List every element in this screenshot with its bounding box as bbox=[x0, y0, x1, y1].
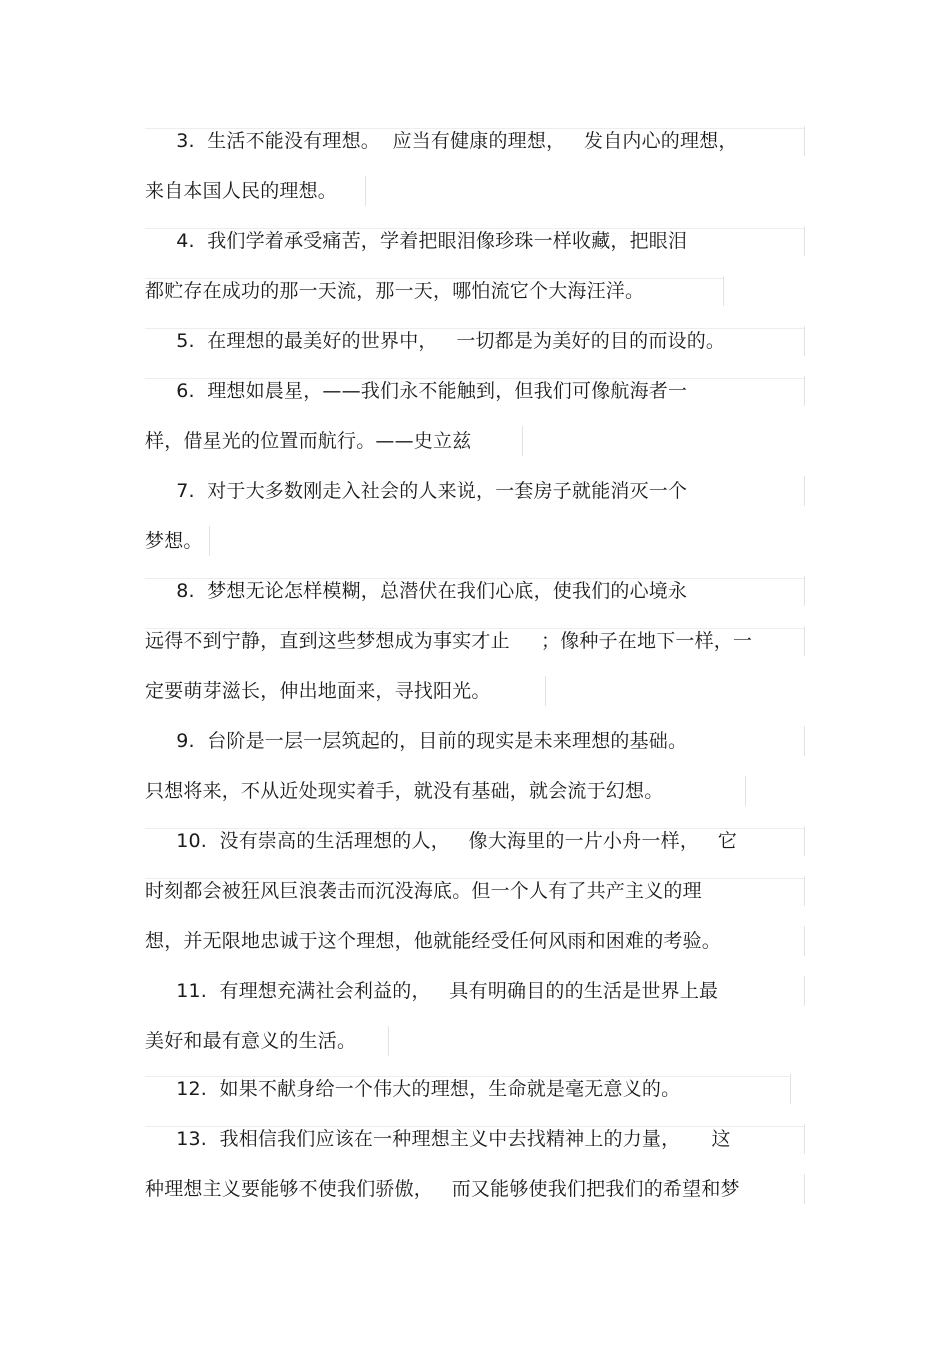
line-end-bar bbox=[804, 476, 805, 506]
text-line: 定要萌芽滋长，伸出地面来，寻找阳光。 bbox=[145, 680, 491, 702]
line-end-bar bbox=[804, 976, 805, 1006]
text-line: 6. 理想如晨星，——我们永不能触到，但我们可像航海者一 bbox=[145, 380, 688, 402]
line-end-bar bbox=[804, 226, 805, 256]
text-line: 11. 有理想充满社会利益的， 具有明确目的的生活是世界上最 bbox=[145, 980, 719, 1002]
line-end-bar bbox=[209, 526, 210, 556]
text-line: 12. 如果不献身给一个伟大的理想，生命就是毫无意义的。 bbox=[145, 1078, 681, 1100]
text-line: 10. 没有崇高的生活理想的人， 像大海里的一片小舟一样， 它 bbox=[145, 830, 737, 852]
text-line: 来自本国人民的理想。 bbox=[145, 180, 338, 202]
line-end-bar bbox=[804, 326, 805, 356]
line-end-bar bbox=[388, 1026, 389, 1056]
line-end-bar bbox=[804, 626, 805, 656]
text-line: 梦想。 bbox=[145, 530, 203, 552]
text-line: 8. 梦想无论怎样模糊，总潜伏在我们心底，使我们的心境永 bbox=[145, 580, 688, 602]
line-end-bar bbox=[745, 776, 746, 806]
line-end-bar bbox=[804, 926, 805, 956]
line-end-bar bbox=[804, 1124, 805, 1154]
text-line: 远得不到宁静，直到这些梦想成为事实才止 ；像种子在地下一样，一 bbox=[145, 630, 753, 652]
line-end-bar bbox=[723, 276, 724, 306]
text-line: 3. 生活不能没有理想。 应当有健康的理想， 发自内心的理想， bbox=[145, 130, 738, 152]
line-end-bar bbox=[804, 726, 805, 756]
line-end-bar bbox=[804, 576, 805, 606]
text-line: 时刻都会被狂风巨浪袭击而沉没海底。但一个人有了共产主义的理 bbox=[145, 880, 702, 902]
text-line: 美好和最有意义的生活。 bbox=[145, 1030, 357, 1052]
line-end-bar bbox=[522, 426, 523, 456]
text-line: 5. 在理想的最美好的世界中， 一切都是为美好的目的而设的。 bbox=[145, 330, 726, 352]
line-end-bar bbox=[545, 676, 546, 706]
line-end-bar bbox=[365, 176, 366, 206]
line-end-bar bbox=[804, 826, 805, 856]
text-line: 想，并无限地忠诚于这个理想，他就能经受任何风雨和困难的考验。 bbox=[145, 930, 722, 952]
text-line: 都贮存在成功的那一天流，那一天，哪怕流它个大海汪洋。 bbox=[145, 280, 645, 302]
line-end-bar bbox=[804, 1174, 805, 1204]
line-end-bar bbox=[804, 876, 805, 906]
text-line: 4. 我们学着承受痛苦，学着把眼泪像珍珠一样收藏，把眼泪 bbox=[145, 230, 688, 252]
text-line: 7. 对于大多数刚走入社会的人来说，一套房子就能消灭一个 bbox=[145, 480, 688, 502]
text-line: 种理想主义要能够不使我们骄傲， 而又能够使我们把我们的希望和梦 bbox=[145, 1178, 740, 1200]
line-end-bar bbox=[790, 1074, 791, 1104]
line-end-bar bbox=[804, 376, 805, 406]
text-line: 只想将来，不从近处现实着手，就没有基础，就会流于幻想。 bbox=[145, 780, 664, 802]
text-line: 样，借星光的位置而航行。——史立兹 bbox=[145, 430, 472, 452]
text-line: 9. 台阶是一层一层筑起的，目前的现实是未来理想的基础。 bbox=[145, 730, 688, 752]
line-end-bar bbox=[804, 126, 805, 156]
text-line: 13. 我相信我们应该在一种理想主义中去找精神上的力量， 这 bbox=[145, 1128, 731, 1150]
